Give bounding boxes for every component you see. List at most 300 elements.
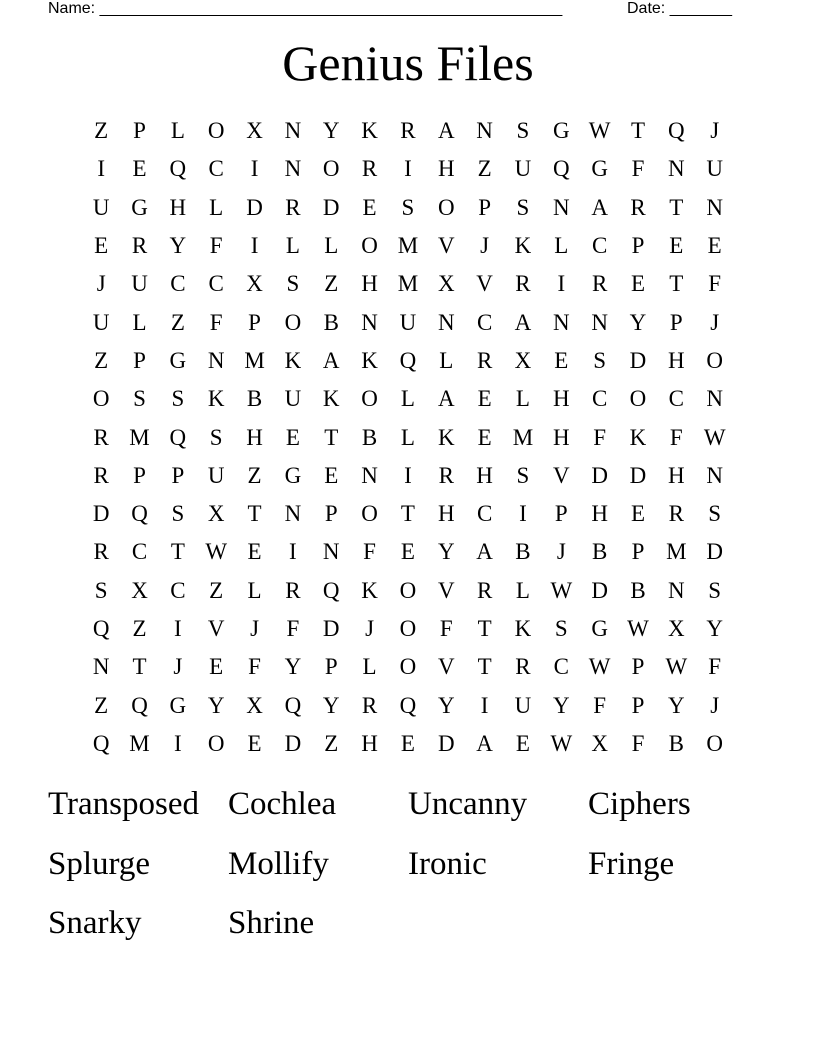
- grid-cell[interactable]: R: [93, 424, 109, 450]
- grid-cell[interactable]: N: [284, 501, 302, 527]
- grid-cell[interactable]: H: [552, 424, 570, 450]
- grid-cell[interactable]: J: [556, 539, 566, 565]
- grid-cell[interactable]: O: [207, 730, 225, 756]
- grid-cell[interactable]: Z: [94, 118, 109, 144]
- grid-cell[interactable]: G: [131, 194, 148, 220]
- grid-cell[interactable]: M: [512, 424, 534, 450]
- grid-cell[interactable]: N: [476, 118, 493, 144]
- grid-cell[interactable]: Z: [247, 462, 262, 488]
- grid-cell[interactable]: S: [708, 501, 722, 527]
- grid-cell[interactable]: S: [708, 577, 722, 603]
- grid-cell[interactable]: E: [669, 233, 684, 259]
- word-bank-item: Cochlea: [228, 786, 337, 822]
- grid-cell[interactable]: U: [131, 271, 148, 297]
- grid-cell[interactable]: C: [591, 386, 608, 412]
- grid-cell[interactable]: U: [92, 309, 110, 335]
- grid-cell[interactable]: A: [514, 309, 532, 335]
- grid-cell[interactable]: R: [361, 156, 378, 182]
- grid-cell[interactable]: D: [322, 616, 340, 641]
- grid-cell[interactable]: U: [284, 386, 302, 412]
- grid-cell[interactable]: H: [668, 347, 685, 373]
- grid-cell[interactable]: N: [706, 462, 723, 488]
- grid-cell[interactable]: J: [710, 309, 720, 335]
- grid-cell[interactable]: P: [631, 654, 645, 680]
- grid-cell[interactable]: Q: [284, 692, 302, 718]
- grid-cell[interactable]: F: [669, 424, 683, 450]
- grid-cell[interactable]: R: [400, 118, 416, 144]
- grid-cell[interactable]: G: [169, 347, 187, 373]
- grid-cell[interactable]: V: [552, 462, 570, 488]
- name-field[interactable]: Name: ____________________________________________________: [48, 0, 563, 17]
- grid-cell[interactable]: B: [630, 577, 646, 603]
- grid-cell[interactable]: R: [361, 692, 378, 718]
- grid-cell[interactable]: X: [246, 271, 263, 297]
- grid-cell[interactable]: R: [668, 501, 684, 527]
- grid-cell[interactable]: N: [552, 309, 570, 335]
- grid-cell[interactable]: N: [437, 309, 455, 335]
- grid-cell[interactable]: Y: [629, 309, 647, 335]
- grid-cell[interactable]: H: [246, 424, 263, 450]
- grid-cell[interactable]: Y: [437, 539, 455, 565]
- grid-cell[interactable]: X: [591, 730, 608, 756]
- grid-cell[interactable]: G: [169, 692, 187, 718]
- word-bank-item: Mollify: [228, 845, 329, 882]
- grid-cell[interactable]: T: [324, 424, 339, 450]
- grid-cell[interactable]: S: [593, 347, 607, 373]
- grid-cell[interactable]: K: [207, 386, 225, 412]
- grid-cell[interactable]: S: [554, 616, 568, 641]
- grid-cell[interactable]: W: [588, 118, 611, 144]
- grid-cell[interactable]: E: [94, 233, 109, 259]
- grid-cell[interactable]: E: [247, 539, 262, 565]
- grid-cell[interactable]: G: [591, 156, 608, 182]
- grid-cell[interactable]: C: [208, 156, 224, 182]
- grid-cell[interactable]: D: [591, 577, 608, 603]
- grid-cell[interactable]: R: [285, 577, 301, 603]
- grid-cell[interactable]: Q: [169, 424, 187, 450]
- grid-cell[interactable]: H: [437, 501, 455, 527]
- grid-cell[interactable]: X: [131, 577, 148, 603]
- grid-cell[interactable]: Y: [322, 118, 340, 144]
- grid-cell[interactable]: P: [324, 654, 338, 680]
- grid-cell[interactable]: E: [247, 730, 262, 756]
- grid-cell[interactable]: Z: [170, 309, 185, 335]
- grid-cell[interactable]: Q: [668, 118, 685, 144]
- word-bank-item: Fringe: [588, 845, 675, 882]
- grid-cell[interactable]: R: [93, 462, 109, 488]
- grid-cell[interactable]: Y: [706, 616, 723, 641]
- grid-cell[interactable]: H: [591, 501, 608, 527]
- grid-cell[interactable]: I: [174, 730, 182, 756]
- grid-cell[interactable]: J: [96, 271, 106, 297]
- grid-cell[interactable]: S: [516, 462, 530, 488]
- grid-cell[interactable]: F: [209, 309, 223, 335]
- grid-cell[interactable]: B: [246, 386, 263, 412]
- grid-cell[interactable]: P: [171, 462, 185, 488]
- grid-cell[interactable]: S: [94, 577, 108, 603]
- grid-cell[interactable]: T: [170, 539, 185, 565]
- grid-cell[interactable]: H: [361, 271, 378, 297]
- grid-cell[interactable]: Q: [92, 730, 110, 756]
- grid-cell[interactable]: Q: [552, 156, 570, 182]
- grid-cell[interactable]: L: [209, 194, 224, 220]
- grid-cell[interactable]: X: [437, 271, 455, 297]
- grid-cell[interactable]: T: [132, 654, 147, 680]
- grid-cell[interactable]: I: [404, 462, 412, 488]
- grid-cell[interactable]: U: [514, 156, 532, 182]
- grid-cell[interactable]: R: [93, 539, 109, 565]
- grid-cell[interactable]: H: [668, 462, 685, 488]
- grid-cell[interactable]: D: [629, 347, 647, 373]
- word-bank-item: Splurge: [48, 845, 151, 882]
- grid-cell[interactable]: E: [132, 156, 147, 182]
- grid-cell[interactable]: U: [706, 156, 723, 182]
- grid-cell[interactable]: H: [361, 730, 378, 756]
- grid-cell[interactable]: Q: [169, 156, 187, 182]
- grid-cell[interactable]: I: [250, 233, 259, 259]
- grid-cell[interactable]: J: [250, 616, 260, 641]
- grid-cell[interactable]: T: [400, 501, 415, 527]
- grid-cell[interactable]: Z: [94, 692, 109, 718]
- grid-cell[interactable]: L: [400, 424, 415, 450]
- grid-cell[interactable]: O: [399, 654, 417, 680]
- grid-cell[interactable]: Q: [399, 692, 417, 718]
- grid-cell[interactable]: N: [706, 194, 723, 220]
- grid-cell[interactable]: T: [669, 271, 684, 297]
- grid-cell[interactable]: O: [361, 386, 378, 412]
- grid-cell[interactable]: U: [514, 692, 532, 718]
- grid-cell[interactable]: R: [476, 347, 493, 373]
- grid-cell[interactable]: D: [591, 462, 608, 488]
- grid-cell[interactable]: N: [207, 347, 225, 373]
- grid-cell[interactable]: F: [286, 616, 300, 641]
- grid-cell[interactable]: W: [665, 654, 688, 680]
- grid-cell[interactable]: A: [322, 347, 340, 373]
- grid-cell[interactable]: A: [437, 386, 455, 412]
- grid-cell[interactable]: H: [169, 194, 187, 220]
- grid-cell[interactable]: A: [591, 194, 608, 220]
- grid-cell[interactable]: C: [476, 309, 493, 335]
- grid-cell[interactable]: W: [550, 730, 573, 756]
- grid-cell[interactable]: E: [362, 194, 377, 220]
- grid-cell[interactable]: N: [284, 118, 302, 144]
- grid-cell[interactable]: R: [476, 577, 493, 603]
- grid-cell[interactable]: B: [323, 309, 339, 335]
- grid-cell[interactable]: H: [552, 386, 570, 412]
- grid-cell[interactable]: T: [630, 118, 646, 144]
- grid-cell[interactable]: K: [284, 347, 302, 373]
- grid-cell[interactable]: U: [92, 194, 110, 220]
- grid-cell[interactable]: P: [669, 309, 683, 335]
- grid-cell[interactable]: A: [476, 539, 493, 565]
- grid-cell[interactable]: V: [207, 616, 225, 641]
- grid-cell[interactable]: P: [478, 194, 491, 220]
- grid-cell[interactable]: X: [668, 616, 685, 641]
- grid-cell[interactable]: R: [630, 194, 646, 220]
- grid-cell[interactable]: K: [437, 424, 455, 450]
- grid-cell[interactable]: N: [668, 156, 685, 182]
- grid-cell[interactable]: X: [246, 118, 263, 144]
- grid-cell[interactable]: X: [514, 347, 532, 373]
- grid-cell[interactable]: M: [397, 233, 419, 259]
- grid-cell[interactable]: O: [284, 309, 302, 335]
- grid-cell[interactable]: E: [477, 424, 492, 450]
- grid-cell[interactable]: Q: [131, 692, 148, 718]
- grid-cell[interactable]: W: [550, 577, 573, 603]
- grid-cell[interactable]: N: [552, 194, 570, 220]
- grid-cell[interactable]: O: [361, 233, 378, 259]
- grid-cell[interactable]: R: [515, 271, 531, 297]
- grid-cell[interactable]: E: [477, 386, 492, 412]
- grid-cell[interactable]: M: [129, 424, 150, 450]
- grid-cell[interactable]: L: [554, 233, 569, 259]
- word-bank-item: Uncanny: [408, 786, 528, 822]
- grid-cell[interactable]: Z: [209, 577, 224, 603]
- grid-cell[interactable]: H: [476, 462, 493, 488]
- grid-cell[interactable]: S: [286, 271, 300, 297]
- grid-cell[interactable]: F: [248, 654, 261, 680]
- grid-cell[interactable]: L: [285, 233, 300, 259]
- grid-cell[interactable]: B: [591, 539, 608, 565]
- grid-cell[interactable]: N: [361, 309, 378, 335]
- grid-cell[interactable]: R: [131, 233, 148, 259]
- grid-cell[interactable]: E: [515, 730, 530, 756]
- grid-cell[interactable]: Y: [322, 692, 340, 718]
- grid-cell[interactable]: C: [131, 539, 148, 565]
- grid-cell[interactable]: P: [631, 692, 645, 718]
- grid-cell[interactable]: I: [174, 616, 182, 641]
- grid-cell[interactable]: F: [593, 424, 607, 450]
- grid-cell[interactable]: E: [400, 539, 415, 565]
- grid-cell[interactable]: E: [324, 462, 339, 488]
- grid-cell[interactable]: J: [710, 118, 720, 144]
- grid-cell[interactable]: L: [515, 577, 530, 603]
- grid-cell[interactable]: K: [514, 616, 532, 641]
- grid-cell[interactable]: K: [629, 424, 647, 450]
- grid-cell[interactable]: M: [666, 539, 687, 565]
- grid-cell[interactable]: U: [399, 309, 417, 335]
- grid-cell[interactable]: I: [250, 156, 259, 182]
- grid-cell[interactable]: D: [437, 730, 455, 756]
- grid-cell[interactable]: S: [209, 424, 223, 450]
- grid-cell[interactable]: N: [284, 156, 302, 182]
- grid-cell[interactable]: S: [133, 386, 146, 412]
- grid-cell[interactable]: C: [208, 271, 224, 297]
- grid-cell[interactable]: D: [629, 462, 647, 488]
- grid-cell[interactable]: P: [554, 501, 568, 527]
- grid-cell[interactable]: I: [404, 156, 412, 182]
- grid-cell[interactable]: O: [437, 194, 455, 220]
- grid-cell[interactable]: P: [133, 347, 146, 373]
- grid-cell[interactable]: C: [668, 386, 684, 412]
- grid-cell[interactable]: I: [289, 539, 297, 565]
- grid-cell[interactable]: K: [361, 577, 378, 603]
- grid-cell[interactable]: G: [591, 616, 608, 641]
- grid-cell[interactable]: E: [630, 501, 646, 527]
- grid-cell[interactable]: M: [244, 347, 265, 373]
- grid-cell[interactable]: J: [173, 654, 183, 680]
- grid-cell[interactable]: V: [437, 577, 455, 603]
- grid-cell[interactable]: F: [708, 654, 722, 680]
- grid-cell[interactable]: W: [703, 424, 726, 450]
- grid-cell[interactable]: J: [710, 692, 720, 718]
- grid-cell[interactable]: L: [170, 118, 185, 144]
- grid-cell[interactable]: Q: [131, 501, 148, 527]
- grid-cell[interactable]: C: [553, 654, 569, 680]
- grid-cell[interactable]: P: [324, 501, 338, 527]
- grid-cell[interactable]: B: [515, 539, 531, 565]
- grid-cell[interactable]: N: [668, 577, 685, 603]
- word-bank-item: Snarky: [48, 905, 142, 941]
- grid-cell[interactable]: R: [285, 194, 301, 220]
- grid-cell[interactable]: N: [92, 654, 110, 680]
- grid-cell[interactable]: N: [322, 539, 340, 565]
- grid-cell[interactable]: U: [207, 462, 225, 488]
- grid-cell[interactable]: Z: [477, 156, 492, 182]
- grid-cell[interactable]: E: [707, 233, 722, 259]
- grid-cell[interactable]: M: [129, 730, 150, 756]
- grid-cell[interactable]: I: [519, 501, 527, 527]
- grid-cell[interactable]: O: [399, 616, 417, 641]
- grid-cell[interactable]: F: [631, 156, 645, 182]
- word-bank: [48, 782, 768, 961]
- grid-cell[interactable]: J: [480, 233, 490, 259]
- grid-cell[interactable]: O: [399, 577, 417, 603]
- grid-cell[interactable]: P: [631, 539, 645, 565]
- grid-cell[interactable]: Q: [399, 347, 417, 373]
- grid-cell[interactable]: X: [207, 501, 225, 527]
- grid-cell[interactable]: T: [247, 501, 262, 527]
- grid-cell[interactable]: S: [401, 194, 415, 220]
- grid-cell[interactable]: J: [365, 616, 375, 641]
- grid-cell[interactable]: N: [361, 462, 378, 488]
- grid-cell[interactable]: T: [477, 654, 492, 680]
- grid-cell[interactable]: E: [554, 347, 569, 373]
- grid-cell[interactable]: Z: [94, 347, 109, 373]
- grid-cell[interactable]: D: [246, 194, 263, 220]
- grid-cell[interactable]: H: [437, 156, 455, 182]
- grid-cell[interactable]: O: [207, 118, 225, 144]
- grid-cell[interactable]: C: [170, 577, 186, 603]
- grid-cell[interactable]: D: [92, 501, 110, 527]
- grid-cell[interactable]: K: [322, 386, 340, 412]
- grid-cell[interactable]: O: [706, 347, 723, 373]
- grid-cell[interactable]: T: [477, 616, 492, 641]
- grid-cell[interactable]: N: [706, 386, 723, 412]
- grid-cell[interactable]: B: [668, 730, 684, 756]
- grid-cell[interactable]: Q: [322, 577, 340, 603]
- word-bank-item: Ironic: [408, 845, 487, 882]
- grid-cell[interactable]: I: [97, 156, 105, 182]
- grid-cell[interactable]: E: [285, 424, 300, 450]
- grid-cell[interactable]: I: [480, 692, 489, 718]
- grid-cell[interactable]: V: [476, 271, 493, 297]
- grid-cell[interactable]: V: [437, 233, 455, 259]
- grid-cell[interactable]: S: [516, 194, 530, 220]
- grid-cell[interactable]: P: [133, 462, 146, 488]
- grid-cell[interactable]: W: [588, 654, 611, 680]
- grid-cell[interactable]: S: [171, 501, 185, 527]
- grid-cell[interactable]: Y: [207, 692, 225, 718]
- grid-cell[interactable]: Q: [92, 616, 110, 641]
- grid-cell[interactable]: K: [361, 118, 378, 144]
- grid-cell[interactable]: A: [437, 118, 455, 144]
- grid-cell[interactable]: F: [439, 616, 453, 641]
- grid-cell[interactable]: N: [591, 309, 608, 335]
- grid-cell[interactable]: E: [400, 730, 415, 756]
- grid-cell[interactable]: L: [247, 577, 262, 603]
- grid-cell[interactable]: D: [322, 194, 340, 220]
- grid-cell[interactable]: M: [397, 271, 419, 297]
- grid-cell[interactable]: F: [363, 539, 376, 565]
- grid-cell[interactable]: L: [515, 386, 530, 412]
- grid-cell[interactable]: L: [132, 309, 147, 335]
- grid-cell[interactable]: G: [284, 462, 302, 488]
- grid-cell[interactable]: L: [324, 233, 339, 259]
- grid-cell[interactable]: O: [92, 386, 110, 412]
- grid-cell[interactable]: P: [133, 118, 146, 144]
- grid-cell[interactable]: Y: [668, 692, 685, 718]
- grid-cell[interactable]: I: [557, 271, 566, 297]
- grid-cell[interactable]: P: [248, 309, 261, 335]
- grid-cell[interactable]: R: [515, 654, 531, 680]
- grid-cell[interactable]: C: [170, 271, 186, 297]
- grid-cell[interactable]: X: [246, 692, 263, 718]
- grid-cell[interactable]: O: [322, 156, 340, 182]
- grid-cell[interactable]: R: [438, 462, 454, 488]
- grid-cell[interactable]: T: [669, 194, 684, 220]
- grid-cell[interactable]: O: [629, 386, 647, 412]
- grid-cell[interactable]: Z: [324, 730, 339, 756]
- grid-cell[interactable]: C: [476, 501, 493, 527]
- grid-cell[interactable]: Z: [324, 271, 339, 297]
- grid-cell[interactable]: S: [516, 118, 530, 144]
- grid-cell[interactable]: Y: [437, 692, 455, 718]
- grid-cell[interactable]: L: [439, 347, 454, 373]
- grid-cell[interactable]: R: [591, 271, 608, 297]
- grid-cell[interactable]: Z: [132, 616, 147, 641]
- grid-cell[interactable]: F: [708, 271, 722, 297]
- grid-cell[interactable]: D: [706, 539, 723, 565]
- grid-cell[interactable]: K: [514, 233, 532, 259]
- grid-cell[interactable]: B: [361, 424, 378, 450]
- grid-cell[interactable]: O: [361, 501, 378, 527]
- grid-cell[interactable]: L: [400, 386, 415, 412]
- grid-cell[interactable]: P: [631, 233, 645, 259]
- grid-cell[interactable]: L: [362, 654, 377, 680]
- grid-cell[interactable]: A: [476, 730, 493, 756]
- letter-grid: [82, 112, 734, 763]
- grid-cell[interactable]: Y: [284, 654, 302, 680]
- date-field[interactable]: Date: _______: [627, 0, 732, 17]
- grid-cell[interactable]: E: [209, 654, 224, 680]
- grid-cell[interactable]: Y: [169, 233, 187, 259]
- grid-cell[interactable]: F: [631, 730, 645, 756]
- grid-cell[interactable]: O: [706, 730, 723, 756]
- grid-cell[interactable]: W: [627, 616, 649, 641]
- grid-cell[interactable]: W: [205, 539, 228, 565]
- grid-cell[interactable]: F: [593, 692, 607, 718]
- grid-cell[interactable]: Y: [552, 692, 570, 718]
- grid-cell[interactable]: K: [361, 347, 378, 373]
- grid-cell[interactable]: S: [171, 386, 185, 412]
- grid-cell[interactable]: F: [209, 233, 223, 259]
- grid-cell[interactable]: D: [284, 730, 302, 756]
- grid-cell[interactable]: C: [591, 233, 608, 259]
- grid-cell[interactable]: G: [552, 118, 570, 144]
- grid-cell[interactable]: V: [437, 654, 455, 680]
- grid-cell[interactable]: E: [630, 271, 646, 297]
